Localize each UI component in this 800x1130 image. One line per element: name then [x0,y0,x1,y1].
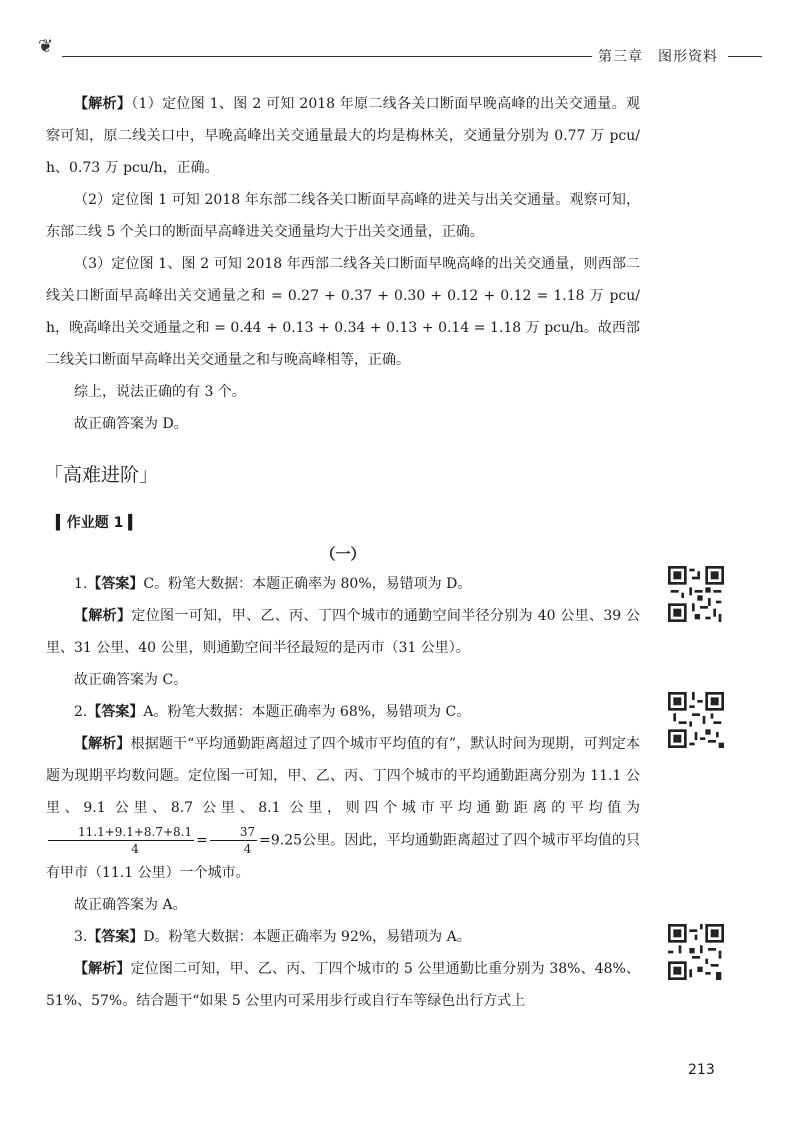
leaf-icon: ❦ [38,36,54,57]
q2-conclusion: 故正确答案为 A。 [74,897,187,913]
prev-summary: 综上，说法正确的有 3 个。 [74,384,246,400]
section-title: 「高难进阶」 [44,464,159,486]
running-header [38,36,762,66]
prev-analysis-p1: 【解析】（1）定位图 1、图 2 可知 2018 年原二线各关口断面早晚高峰的出关交通量。观察可知，原二线关口中，早晚高峰出关交通量最大的均是梅林关，交通量分别为 0.77 万 pcu/h、0.73 万 pcu/h，正确。 [46,96,641,176]
prev-conclusion: 故正确答案为 D。 [74,416,188,432]
q3-answer: 3.【答案】D。粉笔大数据：本题正确率为 92%，易错项为 A。 [74,929,471,945]
qr-code-icon[interactable] [668,692,724,748]
qr-code-icon[interactable] [668,566,724,622]
header-rule-right [728,56,762,57]
q3-analysis: 【解析】定位图二可知，甲、乙、丙、丁四个城市的 5 公里通勤比重分别为 38%、48%、51%、57%。结合题干“如果 5 公里内可采用步行或自行车等绿色出行方式上 [46,961,641,1009]
qr-code-icon[interactable] [668,924,724,980]
sub-title: （一） [320,545,366,563]
q2-analysis: 【解析】根据题干“平均通勤距离超过了四个城市平均值的有”，默认时间为现期，可判定本题为现期平均数问题。定位图一可知，甲、乙、丙、丁四个城市的平均通勤距离分别为 11.1 公里、9.1 公里、8.7 公里、8.1 公里，则四个城市平均通勤距离的平均值为 $\frac{11.1+9.1+8.7+8.1}{4}$ = $\frac{37}{4}$ =9.25公里。因此，平均通勤距离超过了四个城市平均值的只有甲市（11.1 公里）一个城市。 [46,736,641,881]
chapter-title: 第三章 图形资料 [594,46,722,66]
fraction-sum: $\frac{11.1+9.1+8.7+8.1}{4}$ [48,824,194,857]
q1-conclusion: 故正确答案为 C。 [74,672,188,688]
prev-analysis-p2: （2）定位图 1 可知 2018 年东部二线各关口断面早高峰的进关与出关交通量。观察可知，东部二线 5 个关口的断面早高峰进关交通量均大于出关交通量，正确。 [46,192,640,240]
header-rule [62,56,592,57]
q2-answer: 2.【答案】A。粉笔大数据：本题正确率为 68%，易错项为 C。 [74,704,471,720]
prev-analysis-p3: （3）定位图 1、图 2 可知 2018 年西部二线各关口断面早晚高峰的出关交通量，则西部二线关口断面早高峰出关交通量之和 = 0.27 + 0.37 + 0.30 + 0.12 + 0.12 = 1.18 万 pcu/h，晚高峰出关交通量之和 = 0.44 + 0.13 + 0.34 + 0.13 + 0.14 = 1.18 万 pcu/h。故西部二线关口断面早高峰出关交通量之和与晚高峰相等，正确。 [46,256,640,368]
q1-answer: 1.【答案】C。粉笔大数据：本题正确率为 80%，易错项为 D。 [74,576,472,592]
analysis-tag: 【解析】 [74,96,132,112]
fraction-result: $\frac{37}{4}$ [210,824,257,857]
q1-analysis: 【解析】定位图一可知，甲、乙、丙、丁四个城市的通勤空间半径分别为 40 公里、39 公里、31 公里、40 公里，则通勤空间半径最短的是丙市（31 公里）。 [46,608,640,656]
homework-title: ▍作业题 1 ▍ [56,515,140,531]
page-number: 213 [688,1062,715,1078]
page-body [46,88,640,1017]
